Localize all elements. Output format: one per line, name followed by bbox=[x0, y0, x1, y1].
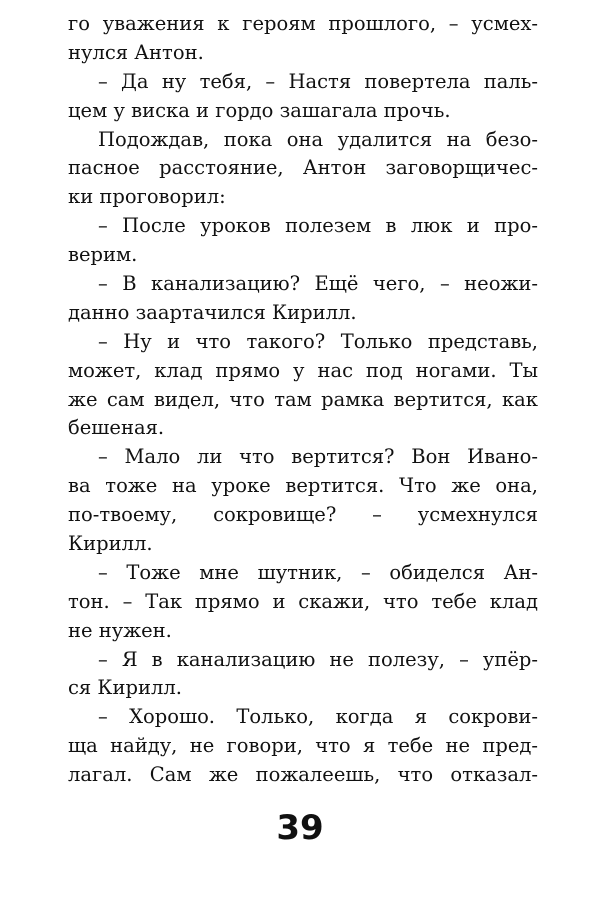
text-line: цем у виска и гордо зашагала прочь. bbox=[68, 98, 451, 122]
text-line: бешеная. bbox=[68, 416, 165, 440]
text-line: нулся Антон. bbox=[68, 40, 204, 64]
text-line: – В канализацию? Ещё чего, – неожи- bbox=[98, 272, 538, 296]
text-line: – Да ну тебя, – Настя повертела паль- bbox=[98, 69, 538, 93]
text-line: – Ну и что такого? Только представь, bbox=[98, 329, 538, 353]
text-line: – Я в канализацию не полезу, – упёр- bbox=[98, 647, 538, 671]
text-line: Подождав, пока она удалится на безо- bbox=[98, 127, 538, 151]
text-line: ва тоже на уроке вертится. Что же она, bbox=[68, 474, 538, 498]
page-number: 39 bbox=[276, 808, 324, 848]
text-line: Кирилл. bbox=[68, 532, 153, 556]
body-text bbox=[68, 10, 538, 790]
text-line: го уважения к героям прошлого, – усмех- bbox=[68, 12, 538, 35]
text-line: – После уроков полезем в люк и про- bbox=[98, 214, 538, 238]
text-line: ки проговорил: bbox=[68, 185, 226, 209]
text-line: может, клад прямо у нас под ногами. Ты bbox=[68, 358, 538, 382]
text-line: пасное расстояние, Антон заговорщичес- bbox=[68, 156, 538, 180]
text-line: по-твоему, сокровище? – усмехнулся bbox=[68, 503, 538, 527]
text-line: – Хорошо. Только, когда я сокрови- bbox=[98, 705, 538, 729]
text-line: данно заартачился Кирилл. bbox=[68, 300, 357, 324]
text-line: – Тоже мне шутник, – обиделся Ан- bbox=[98, 560, 538, 584]
text-line: не нужен. bbox=[68, 618, 172, 642]
text-line: ща найду, не говори, что я тебе не пред- bbox=[68, 734, 538, 758]
text-line: верим. bbox=[68, 243, 138, 267]
text-line: лагал. Сам же пожалеешь, что отказал- bbox=[68, 763, 538, 787]
text-line: ся Кирилл. bbox=[68, 676, 182, 700]
text-line: тон. – Так прямо и скажи, что тебе клад bbox=[68, 589, 538, 613]
text-line: же сам видел, что там рамка вертится, как bbox=[68, 387, 538, 411]
text-line: – Мало ли что вертится? Вон Ивано- bbox=[98, 445, 538, 469]
